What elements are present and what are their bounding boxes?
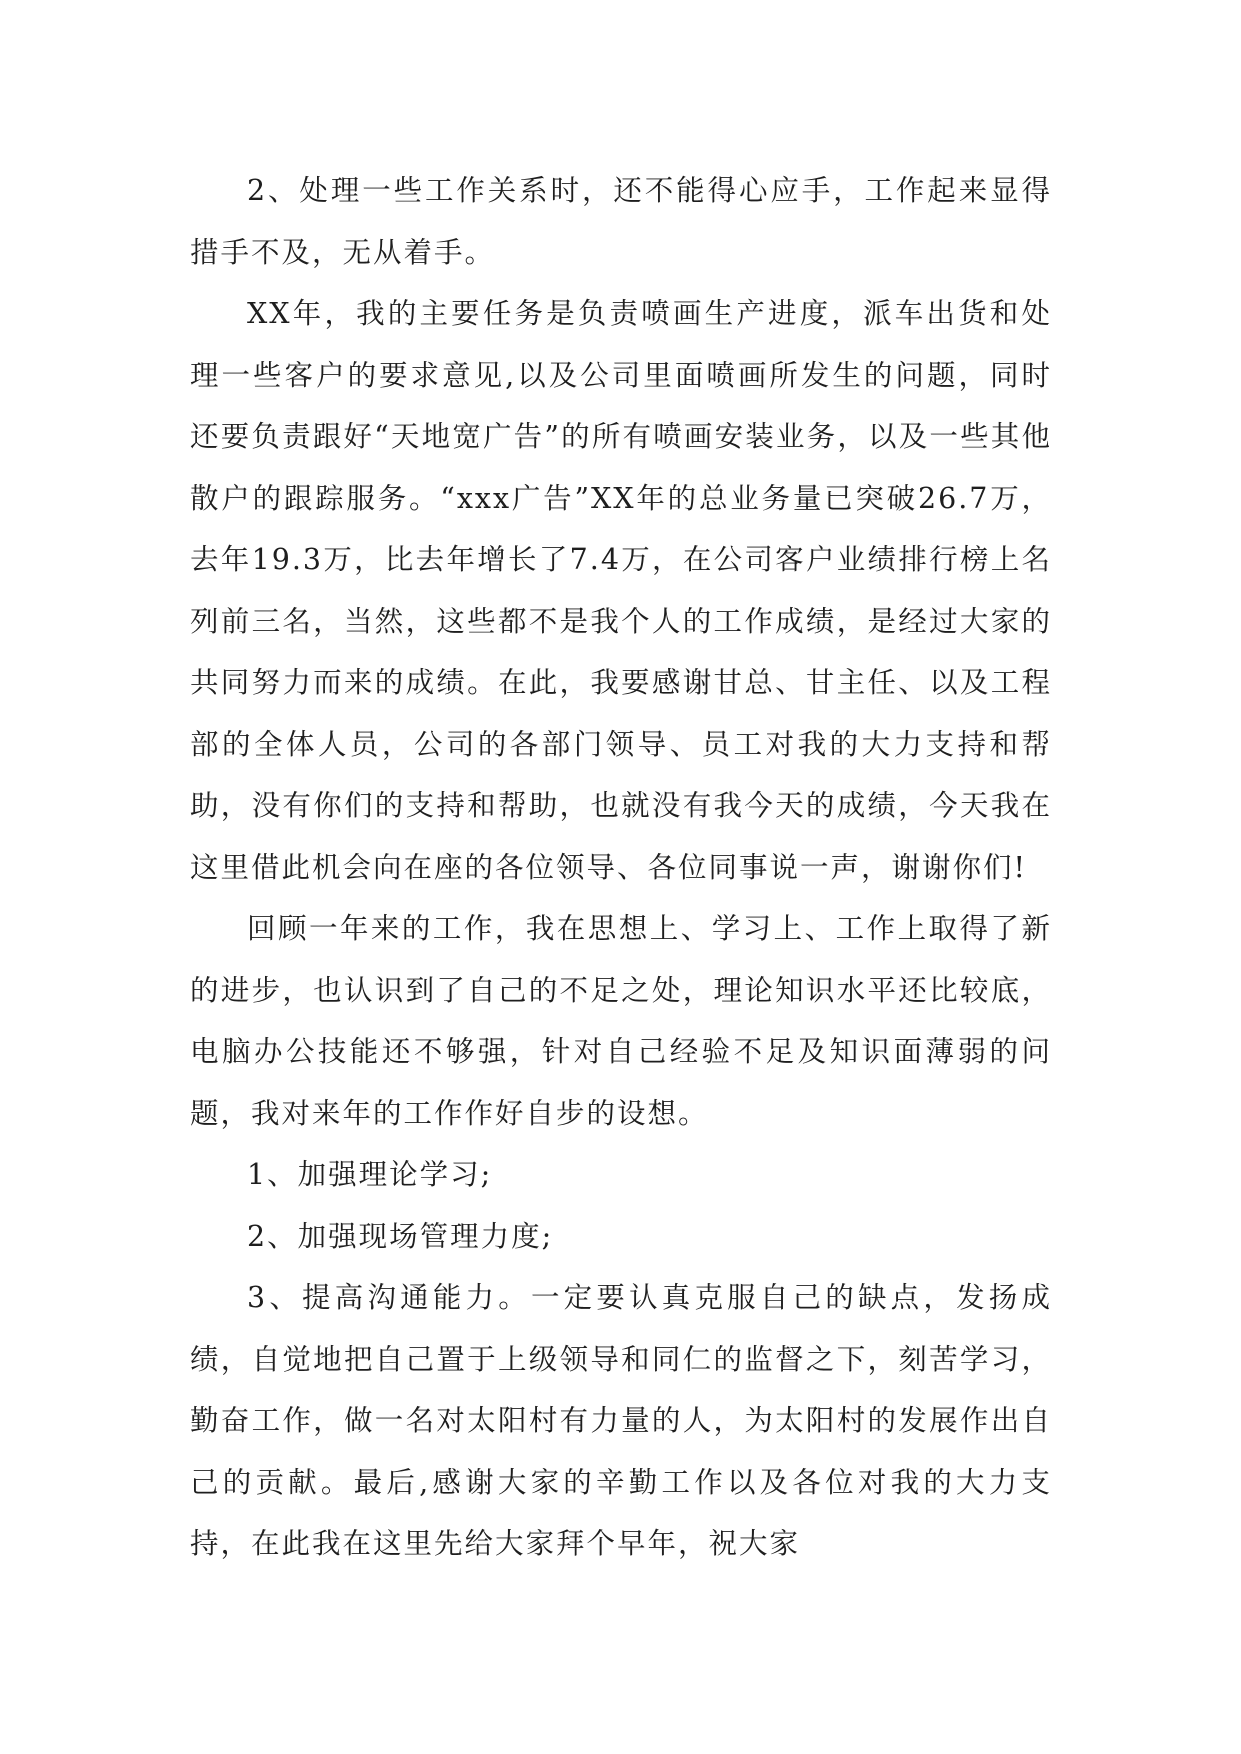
paragraph-year-review: 回顾一年来的工作，我在思想上、学习上、工作上取得了新的进步，也认识到了自己的不足之处，理论知识水平还比较底，电脑办公技能还不够强，针对自己经验不足及知识面薄弱的问题，我对来年的工作作好自步的设想。 [190, 912, 1052, 1130]
paragraph-plan-item-2: 2、加强现场管理力度; [247, 1219, 554, 1253]
paragraph-plan-item-3: 3、提高沟通能力。一定要认真克服自己的缺点，发扬成绩，自觉地把自己置于上级领导和同仁的监督之下，刻苦学习，勤奋工作，做一名对太阳村有力量的人，为太阳村的发展作出自己的贡献。最后,感谢大家的辛勤工作以及各位对我的大力支持，在此我在这里先给大家拜个早年，祝大家 [190, 1281, 1052, 1560]
document-body [190, 160, 1052, 1575]
paragraph-annual-tasks: XX年，我的主要任务是负责喷画生产进度，派车出货和处理一些客户的要求意见,以及公司里面喷画所发生的问题，同时还要负责跟好“天地宽广告”的所有喷画安装业务，以及一些其他散户的跟踪服务。“xxx广告”XX年的总业务量已突破26.7万，去年19.3万，比去年增长了7.4万，在公司客户业绩排行榜上名列前三名，当然，这些都不是我个人的工作成绩，是经过大家的共同努力而来的成绩。在此，我要感谢甘总、甘主任、以及工程部的全体人员，公司的各部门领导、员工对我的大力支持和帮助，没有你们的支持和帮助，也就没有我今天的成绩，今天我在这里借此机会向在座的各位领导、各位同事说一声，谢谢你们! [190, 297, 1052, 884]
paragraph-plan-item-1: 1、加强理论学习; [247, 1158, 493, 1191]
paragraph-item-2-relations: 2、处理一些工作关系时，还不能得心应手，工作起来显得措手不及，无从着手。 [190, 174, 1052, 269]
